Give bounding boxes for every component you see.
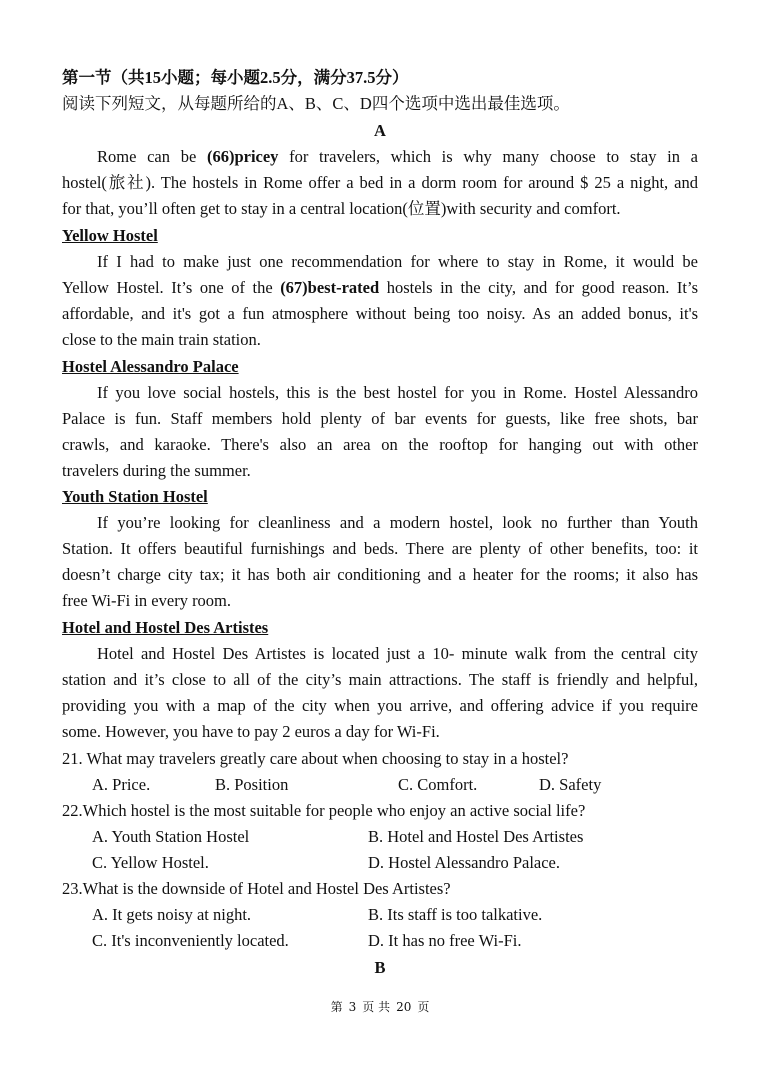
passage-line: crawls, and karaoke. There's also an area on the rooftop for hanging out with other [62,435,698,454]
question-23-option-b[interactable]: B. Its staff is too talkative. [368,905,543,924]
question-22-option-b[interactable]: B. Hotel and Hostel Des Artistes [368,827,584,846]
question-22-option-a[interactable]: A. Youth Station Hostel [92,827,250,846]
passage-a-label: A [374,121,386,140]
question-22-option-d[interactable]: D. Hostel Alessandro Palace. [368,853,560,872]
passage-line: If you’re looking for cleanliness and a modern hostel, look no further than Youth [97,513,698,532]
passage-line: Yellow Hostel. It’s one of the (67)best-rated hostels in the city, and for good reason. It’s [62,278,698,297]
passage-line: Palace is fun. Staff members hold plenty of bar events for guests, like free shots, bar [62,409,698,428]
passage-line: If you love social hostels, this is the best hostel for you in Rome. Hostel Alessandro [97,383,698,402]
hostel-heading-yellow: Yellow Hostel [62,226,158,245]
passage-line: Rome can be (66)pricey for travelers, which is why many choose to stay in a [97,147,698,166]
passage-line: affordable, and it's got a fun atmosphere without being too noisy. As an added bonus, it's [62,304,698,323]
passage-line: for that, you’ll often get to stay in a central location(位置)with security and comfort. [62,199,621,218]
question-22-stem: 22.Which hostel is the most suitable for people who enjoy an active social life? [62,801,586,820]
hostel-heading-youth-station: Youth Station Hostel [62,487,208,506]
passage-line: Station. It offers beautiful furnishings and beds. There are plenty of other benefits, too: it [62,539,698,558]
page-footer: 第 3 页 共 20 页 [330,1000,430,1014]
section-header: 第一节（共15小题；每小题2.5分，满分37.5分） [62,68,409,87]
page-total: 20 [396,1000,412,1014]
passage-line: close to the main train station. [62,330,261,349]
question-21-option-b[interactable]: B. Position [215,775,289,794]
passage-line: some. However, you have to pay 2 euros a day for Wi-Fi. [62,722,440,741]
question-23-option-d[interactable]: D. It has no free Wi-Fi. [368,931,522,950]
question-23-option-c[interactable]: C. It's inconveniently located. [92,931,289,950]
hostel-heading-alessandro: Hostel Alessandro Palace [62,357,239,376]
question-21-option-d[interactable]: D. Safety [539,775,602,794]
passage-line: travelers during the summer. [62,461,251,480]
page-number: 3 [348,1000,357,1014]
question-21-option-c[interactable]: C. Comfort. [398,775,478,794]
question-22-option-c[interactable]: C. Yellow Hostel. [92,853,209,872]
passage-line: hostel(旅社). The hostels in Rome offer a bed in a dorm room for around $ 25 a night, and [62,173,698,192]
passage-line: Hotel and Hostel Des Artistes is located just a 10- minute walk from the central city [97,644,698,663]
passage-b-label: B [374,958,386,977]
question-21-option-a[interactable]: A. Price. [92,775,151,794]
instructions: 阅读下列短文，从每题所给的A、B、C、D四个选项中选出最佳选项。 [62,94,570,113]
hostel-heading-des-artistes: Hotel and Hostel Des Artistes [62,618,269,637]
question-23-stem: 23.What is the downside of Hotel and Hostel Des Artistes? [62,879,451,898]
vocab-word-67: (67)best-rated [280,278,380,297]
passage-line: station and it’s close to all of the city’s main attractions. The staff is friendly and helpful, [62,670,698,689]
vocab-word-66: (66)pricey [206,147,279,166]
passage-line: free Wi-Fi in every room. [62,591,232,610]
question-23-option-a[interactable]: A. It gets noisy at night. [92,905,252,924]
passage-line: If I had to make just one recommendation for where to stay in Rome, it would be [97,252,698,271]
passage-line: doesn’t charge city tax; it has both air conditioning and a heater for the rooms; it also has [62,565,698,584]
passage-line: providing you with a map of the city when you arrive, and offering advice if you require [62,696,698,715]
question-21-stem: 21. What may travelers greatly care about when choosing to stay in a hostel? [62,749,569,768]
